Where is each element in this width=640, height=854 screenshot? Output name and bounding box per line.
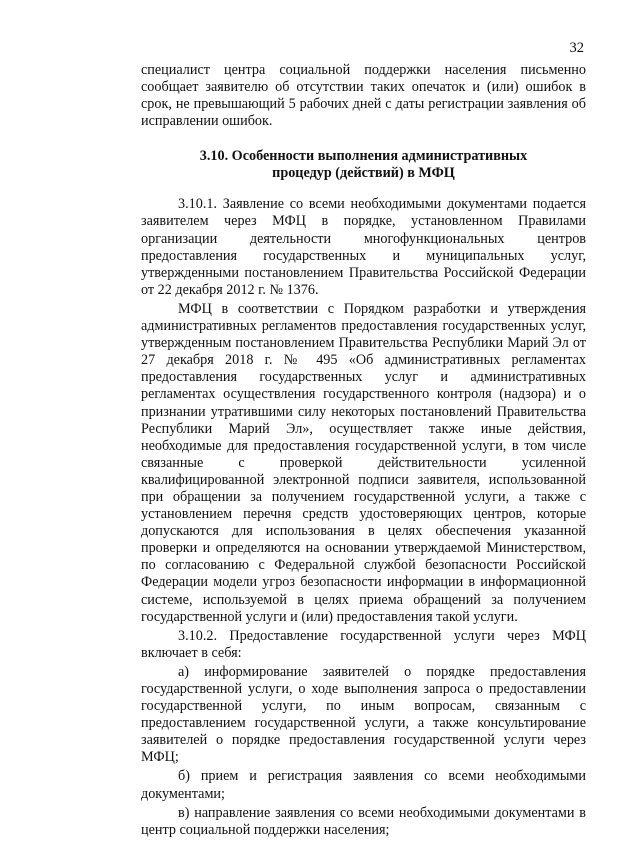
list-item-b: б) прием и регистрация заявления со всеми необходимыми документами; bbox=[141, 768, 586, 802]
list-item-a: а) информирование заявителей о порядке предоставления государственной услуги, о ходе выполнения запроса о предоставлении государственной услуги, по иным вопросам, связанным с предоставлением государственной услуги, а также консультирование заявителей о порядке предоставления государственной услуги через МФЦ; bbox=[141, 663, 586, 766]
paragraph-3-10-1: 3.10.1. Заявление со всеми необходимыми документами подается заявителем через МФЦ в порядке, установленном Правилами организации деятельности многофункциональных центров предоставления государственных и муниципальных услуг, утвержденными постановлением Правительства Российской Федерации от 22 декабря 2012 г. № 1376. bbox=[141, 196, 586, 298]
paragraph-mfc-actions: МФЦ в соответствии с Порядком разработки и утверждения административных регламентов предоставления государственных услуг, утвержденным постановлением Правительства Республики Марий Эл от 27 декабря 2018 г. № 495 «Об административных регламентах предоставления государственных услуг и административных регламентах осуществления государственного контроля (надзора) и о признании утратившими силу некоторых постановлений Правительства Республики Марий Эл», осуществляет также иные действия, необходимые для предоставления государственной услуги, в том числе связанные с проверкой действительности усиленной квалифицированной электронной подписи заявителя, использованной при обращении за получением государственной услуги, а также с установлением перечня средств удостоверяющих центров, которые допускаются для использования в целях обеспечения указанной проверки и определяются на основании утверждаемой Министерством, по согласованию с Федеральной службой безопасности Российской Федерации модели угроз безопасности информации в информационной системе, используемой в целях приема обращений за получением государственной услуги и (или) предоставления такой услуги. bbox=[141, 300, 586, 625]
section-heading-line-1: 3.10. Особенности выполнения административных bbox=[199, 148, 528, 165]
page-number: 32 bbox=[569, 40, 584, 56]
document-body bbox=[141, 62, 586, 839]
paragraph-3-10-2: 3.10.2. Предоставление государственной услуги через МФЦ включает в себя: bbox=[141, 627, 586, 661]
paragraph-continuation: специалист центра социальной поддержки населения письменно сообщает заявителю об отсутствии таких опечаток и (или) ошибок в срок, не превышающий 5 рабочих дней с даты регистрации заявления об исправлении ошибок. bbox=[141, 62, 586, 130]
list-item-v: в) направление заявления со всеми необходимыми документами в центр социальной поддержки населения; bbox=[141, 804, 586, 838]
section-heading-line-2: процедур (действий) в МФЦ bbox=[272, 165, 455, 182]
section-heading bbox=[141, 148, 586, 182]
